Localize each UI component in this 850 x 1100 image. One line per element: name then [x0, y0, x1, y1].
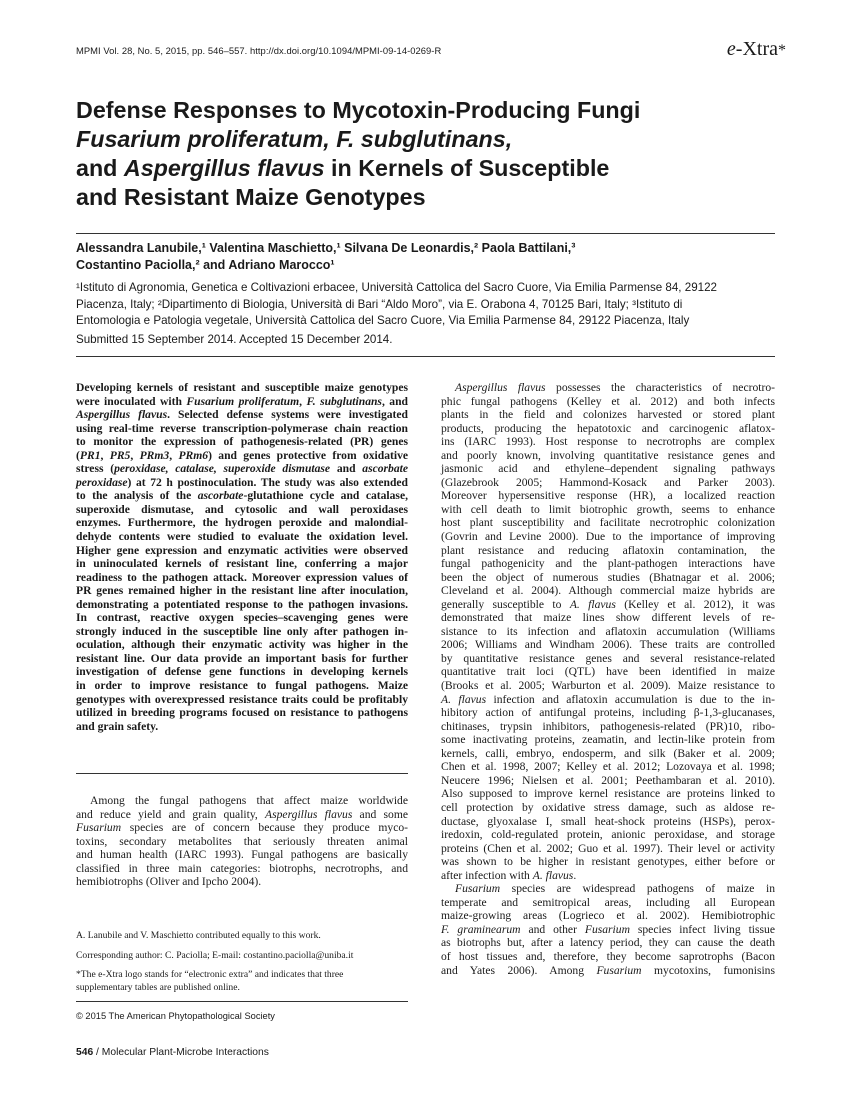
text-line: readiness to the pathogen attack. Moreover expression values of	[76, 570, 408, 584]
text-line: utilized in breeding programs focused on resistance to pathogens	[76, 706, 408, 720]
text-line: genotypes with overexpressed resistance traits could be profitably	[76, 692, 408, 706]
text-line: investigation of defense gene functions in developing kernels	[76, 665, 408, 679]
page-footer: 546 / Molecular Plant-Microbe Interactions	[76, 1047, 269, 1058]
text-line: after infection with A. flavus.	[441, 868, 577, 882]
text-line: F. graminearum and other Fusarium species infect living tissue	[441, 922, 775, 936]
text-line: was shown to be higher in resistant genotypes, either before or	[441, 855, 775, 869]
divider	[76, 356, 775, 357]
text-line: A. flavus infection and aflatoxin accumulation is due to the in-	[441, 692, 775, 706]
text-line: Aspergillus flavus possesses the characteristics of necrotro-	[455, 381, 775, 394]
footnote-extra: *The e-Xtra logo stands for “electronic extra” and indicates that three supplementary tables are published online.	[76, 969, 344, 993]
text-line: superoxide dismutase, and cytosolic and wall peroxidases	[76, 502, 408, 516]
title-line: and Resistant Maize Genotypes	[76, 184, 426, 210]
text-line: toxins, secondary metabolites that seriously threaten animal	[76, 834, 408, 848]
text-line: peroxidase) at 72 h postinoculation. The study was also extended	[76, 475, 408, 489]
footnote-corresponding-author: Corresponding author: C. Paciolla; E-mail: costantino.paciolla@uniba.it	[76, 950, 354, 961]
text-line: with cell death to limit biotrophic growth, seems to enhance	[441, 502, 775, 516]
text-line: temperate and semitropical areas, including all European	[441, 895, 775, 909]
introduction-text	[76, 794, 408, 889]
copyright: © 2015 The American Phytopathological Society	[76, 1011, 275, 1021]
text-line: iredoxin, cold-regulated protein, anionic peroxidase, and storage	[441, 828, 775, 842]
text-line: Fusarium species are of concern because they produce myco-	[76, 821, 408, 835]
text-line: hemibiotrophs (Oliver and Ipcho 2004).	[76, 875, 262, 889]
e-xtra-logo: e-Xtra*	[726, 38, 786, 60]
text-line: and Yates 2006). Among Fusarium mycotoxins, fumonisins	[441, 963, 775, 977]
divider	[76, 773, 408, 774]
text-line: plants in the field and colonizes harvested or stored plant	[441, 408, 775, 422]
text-line: Moreover hypersensitive response (HR), a localized reaction	[441, 489, 775, 503]
text-line: as biotrophs but, after a latency period, they can cause the death	[441, 936, 775, 950]
text-line: Aspergillus flavus. Selected defense systems were investigated	[76, 408, 408, 422]
text-line: and reduce yield and grain quality, Aspergillus flavus and some	[76, 807, 408, 821]
text-line: been the object of numerous studies (Bhatnagar et al. 2006;	[441, 570, 775, 584]
text-line: chitinases, trypsin inhibitors, pathogenesis-related (PR)10, ribo-	[441, 719, 775, 733]
text-line: some inactivating proteins, zeamatin, and lectin-like protein from	[441, 733, 775, 747]
text-line: Chen et al. 1998, 2007; Kelley et al. 2012; Lozovaya et al. 1998;	[441, 760, 775, 774]
text-line: demonstrating a potentiated response to the pathogen invasions.	[76, 597, 408, 611]
text-line: ductase, glyoxalase I, small heat-shock proteins (HSPs), perox-	[441, 814, 775, 828]
text-line: phic fungal pathogens (Kelley et al. 2012) and both infects	[441, 394, 775, 408]
text-line: classified in three main categories: biotrophs, necrotrophs, and	[76, 861, 408, 875]
text-line: Among the fungal pathogens that affect maize worldwide	[90, 794, 408, 807]
affiliations: ¹Istituto di Agronomia, Genetica e Coltivazioni erbacee, Università Cattolica del Sacro Cuore, Via Emilia Parmense 84, 29122 Piacenza, Italy; ²Dipartimento di Biologia, Università di Bari “Aldo Moro”, via E. Orabona 4, 70125 Bari, Italy; ³Istituto di Entomologia e Patologia vegetale, Università Cattolica del Sacro Cuore, Via Emilia Parmense 84, 29122 Piacenza, Italy	[76, 281, 717, 327]
text-line: cell protection by oxidative stress damage, such as aldose re-	[441, 800, 775, 814]
text-line: fungal pathogenicity and the plant-pathogen interactions have	[441, 557, 775, 571]
text-line: stress (peroxidase, catalase, superoxide dismutase and ascorbate	[76, 462, 408, 476]
text-line: dehyde contents were studied to evaluate the oxidation level.	[76, 530, 408, 544]
title-line: Fusarium proliferatum, F. subglutinans,	[76, 126, 513, 152]
text-line: using real-time reverse transcription-polymerase chain reaction	[76, 421, 408, 435]
text-line: and grain safety.	[76, 719, 159, 733]
running-header: MPMI Vol. 28, No. 5, 2015, pp. 546–557. http://dx.doi.org/10.1094/MPMI-09-14-0269-R	[76, 45, 442, 56]
text-line: oculation, although their enzymatic activity was higher in the	[76, 638, 408, 652]
text-line: sistance to its infection and aflatoxin accumulation (Williams	[441, 624, 775, 638]
text-line: maize-growing areas (Logrieco et al. 2002). Hemibiotrophic	[441, 909, 775, 923]
text-line: products, producing the hepatotoxic and carcinogenic aflatox-	[441, 421, 775, 435]
text-line: proteins (Chen et al. 2002; Guo et al. 1997). Their level or activity	[441, 841, 775, 855]
text-line: quantitative trait loci (QTL) have been identified in maize	[441, 665, 775, 679]
divider	[76, 233, 775, 234]
text-line: 2006; Williams and Windham 2006). These traits are controlled	[441, 638, 775, 652]
text-line: (PR1, PR5, PRm3, PRm6) and genes protective from oxidative	[76, 448, 409, 462]
text-line: enzymes. Furthermore, the hydrogen peroxide and malondial-	[76, 516, 408, 530]
text-line: demonstrated that maize lines show different levels of re-	[441, 611, 775, 625]
text-line: jasmonic acid and ethylene–dependent signaling pathways	[441, 462, 775, 476]
text-line: (Govrin and Levine 2000). Due to the importance of improving	[441, 530, 775, 544]
abstract	[76, 381, 408, 733]
text-line: PR genes remained higher in the resistant line after inoculation,	[76, 584, 408, 598]
text-line: strongly induced in the susceptible line only after pathogen in-	[76, 624, 408, 638]
divider	[76, 1001, 408, 1002]
text-line: Fusarium species are widespread pathogens of maize in	[455, 882, 775, 896]
text-line: Also supposed to improve kernel resistance are proteins linked to	[441, 787, 775, 801]
text-line: Cleveland et al. 2004). Although commercial maize hybrids are	[441, 584, 775, 598]
text-line: resistant line. Our data provide an important basis for further	[76, 651, 408, 665]
title-line: Defense Responses to Mycotoxin-Producing Fungi	[76, 97, 641, 123]
text-line: generally susceptible to A. flavus (Kelley et al. 2012), it was	[441, 597, 775, 611]
article-title	[76, 96, 776, 212]
text-line: and poorly known, involving quantitative resistance genes and	[441, 448, 775, 462]
text-line: hibitory action of antifungal proteins, including β-1,3-glucanases,	[441, 706, 775, 720]
text-line: (Brooks et al. 2005; Warburton et al. 2009). Maize resistance to	[441, 679, 775, 693]
text-line: Neucere 1996; Nielsen et al. 2001; Peethambaran et al. 2010).	[441, 773, 775, 787]
author-list: Alessandra Lanubile,¹ Valentina Maschietto,¹ Silvana De Leonardis,² Paola Battilani,³ Costantino Paciolla,² and Adriano Marocco¹	[76, 241, 576, 272]
text-line: and human health (IARC 1993). Fungal pathogens are basically	[76, 848, 408, 862]
text-line: were inoculated with Fusarium proliferatum, F. subglutinans, and	[76, 394, 409, 408]
text-line: plant resistance and reducing aflatoxin contamination, the	[441, 543, 775, 557]
text-line: in order to improve resistance to fungal pathogens. Maize	[76, 679, 408, 693]
text-line: Developing kernels of resistant and susceptible maize genotypes	[76, 381, 408, 394]
footnote-equal-contribution: A. Lanubile and V. Maschietto contributed equally to this work.	[76, 930, 321, 941]
title-line: and Aspergillus flavus in Kernels of Susceptible	[76, 155, 610, 181]
text-line: to the analysis of the ascorbate-glutathione cycle and catalase,	[76, 489, 408, 503]
text-line: of host tissues and, therefore, they become saprotrophs (Bacon	[441, 949, 775, 963]
text-line: to monitor the expression of pathogenesis-related (PR) genes	[76, 435, 408, 449]
text-line: (Glazebrook 2005; Hammond-Kosack and Parker 2003).	[441, 475, 775, 489]
submission-dates: Submitted 15 September 2014. Accepted 15 December 2014.	[76, 333, 393, 346]
text-line: by quantitative resistance genes and several resistance-related	[441, 651, 775, 665]
text-line: kernels, calli, embryo, endosperm, and silk (Baker et al. 2009;	[441, 746, 775, 760]
text-line: In contrast, reactive oxygen species–scavenging genes were	[76, 611, 408, 625]
text-line: host plant susceptibility and facilitate necrotrophic colonization	[441, 516, 775, 530]
text-line: in uninoculated kernels of resistant line, conferring a major	[76, 557, 408, 571]
text-line: ins (IARC 1993). Host response to necrotrophs are complex	[441, 435, 775, 449]
text-line: Higher gene expression and enzymatic activities were observed	[76, 543, 408, 557]
body-text-right-column	[441, 381, 775, 977]
